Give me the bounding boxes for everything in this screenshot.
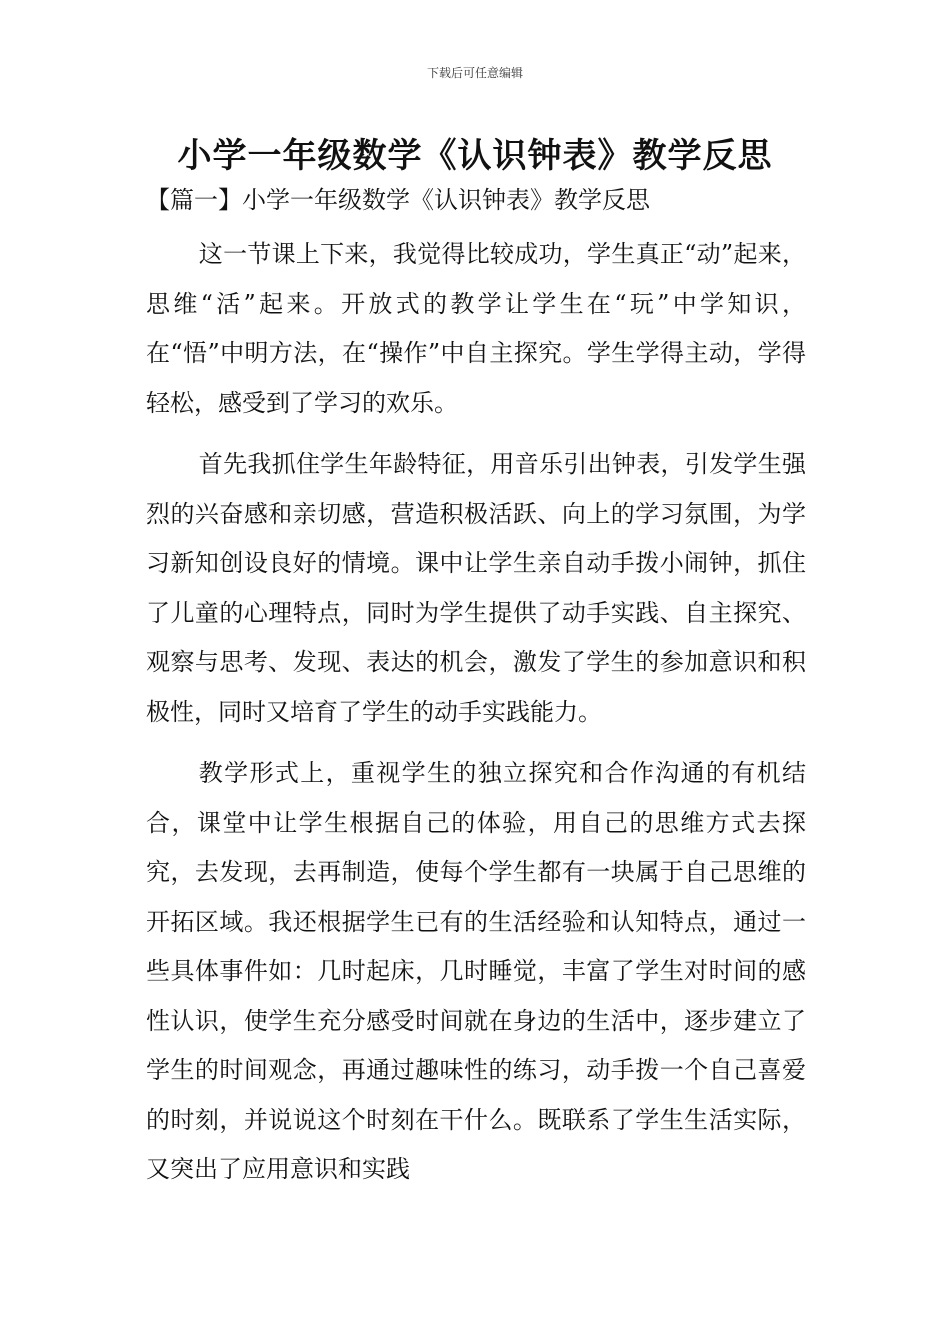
- paragraph-3: 教学形式上，重视学生的独立探究和合作沟通的有机结合，课堂中让学生根据自己的体验，用自己的思维方式去探究，去发现，去再制造，使每个学生都有一块属于自己思维的开拓区域。我还根据学生已有的生活经验和认知特点，通过一些具体事件如：几时起床，几时睡觉，丰富了学生对时间的感性认识，使学生充分感受时间就在身边的生活中，逐步建立了学生的时间观念，再通过趣味性的练习，动手拨一个自己喜爱的时刻，并说说这个时刻在干什么。既联系了学生生活实际，又突出了应用意识和实践: [146, 759, 806, 1183]
- document-title: 小学一年级数学《认识钟表》教学反思: [177, 136, 773, 176]
- page-header-note: 下载后可任意编辑: [426, 66, 523, 80]
- body-text: [146, 230, 806, 1207]
- paragraph-2: 首先我抓住学生年龄特征，用音乐引出钟表，引发学生强烈的兴奋感和亲切感，营造积极活跃、向上的学习氛围，为学习新知创设良好的情境。课中让学生亲自动手拨小闹钟，抓住了儿童的心理特点，同时为学生提供了动手实践、自主探究、观察与思考、发现、表达的机会，激发了学生的参加意识和积极性，同时又培育了学生的动手实践能力。: [146, 450, 806, 726]
- section-heading: 【篇一】小学一年级数学《认识钟表》教学反思: [146, 186, 650, 214]
- paragraph-1: 这一节课上下来，我觉得比较成功，学生真正“动”起来，思维“活”起来。开放式的教学让学生在“玩”中学知识，在“悟”中明方法，在“操作”中自主探究。学生学得主动，学得轻松，感受到了学习的欢乐。: [146, 240, 806, 417]
